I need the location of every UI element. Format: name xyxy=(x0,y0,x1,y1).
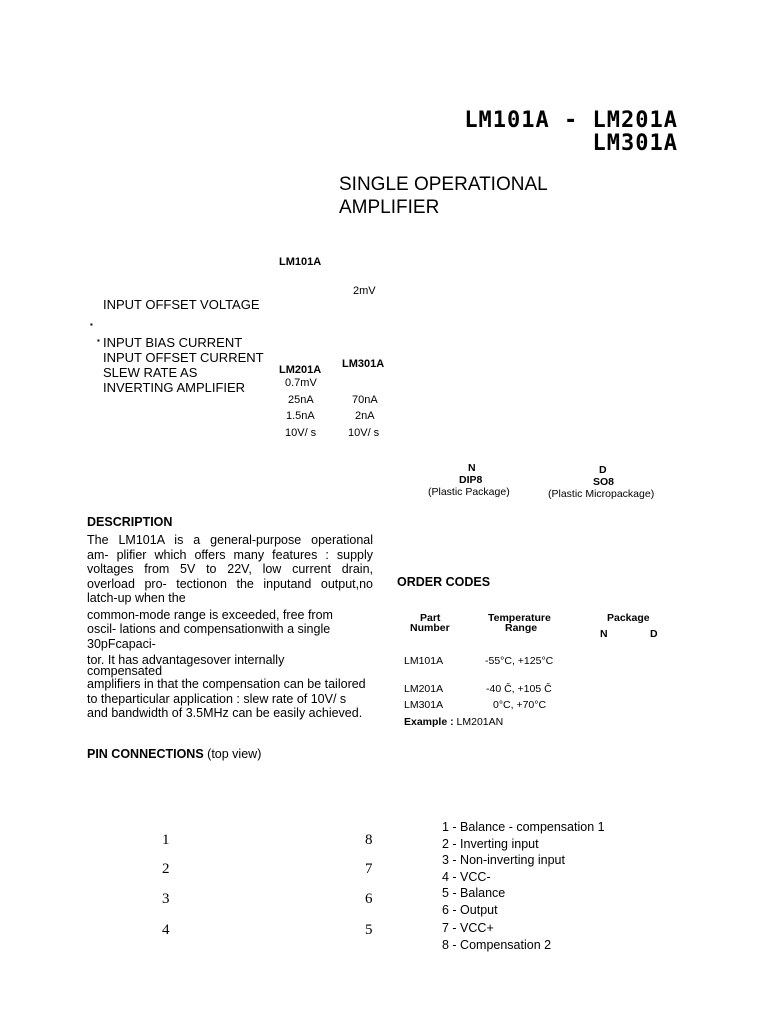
order-row-temp: -55°C, +125°C xyxy=(485,655,554,667)
order-row-temp: 0°C, +70°C xyxy=(493,699,547,711)
description-line: oscil- lations and compensationwith a single xyxy=(87,622,331,636)
lm201a-value: 0.7mV xyxy=(285,377,317,389)
col-temperature-2: Range xyxy=(505,622,538,634)
pin-number-right: 7 xyxy=(365,861,373,877)
package-d-code: D xyxy=(599,464,607,476)
pin-number-left: 1 xyxy=(162,832,170,848)
pin-list-item: 7 - VCC+ xyxy=(442,921,494,935)
bullet-icon: ▪ xyxy=(97,336,100,345)
pin-list-item: 1 - Balance - compensation 1 xyxy=(442,820,605,834)
lm301a-value: 2nA xyxy=(355,410,375,422)
description-text xyxy=(87,533,373,721)
col-temperature-1: Temperature xyxy=(488,612,551,624)
package-d-name: SO8 xyxy=(593,476,615,488)
feature-input-offset-current: INPUT OFFSET CURRENT xyxy=(103,350,264,365)
pin-list xyxy=(442,819,605,953)
pin-number-right: 5 xyxy=(365,922,373,938)
title-line-2: LM301A xyxy=(592,131,678,156)
col-package-n: N xyxy=(600,628,608,640)
description-line: amplifiers in that the compensation can be tailored xyxy=(87,677,366,691)
pin-list-item: 3 - Non-inverting input xyxy=(442,853,565,867)
lm301a-value: 10V/ s xyxy=(348,427,380,439)
subtitle-line-1: SINGLE OPERATIONAL xyxy=(339,174,548,195)
lm201a-value: 25nA xyxy=(288,394,314,406)
bullet-icon: ▪ xyxy=(90,320,93,329)
pin-number-left: 3 xyxy=(162,891,170,907)
feature-inverting-amplifier: INVERTING AMPLIFIER xyxy=(103,380,246,395)
pin-connections-title: PIN CONNECTIONS xyxy=(87,747,204,761)
description-line: The LM101A is a general-purpose operational xyxy=(87,533,373,547)
package-n-code: N xyxy=(468,462,476,474)
col-header-lm201a: LM201A xyxy=(279,364,322,376)
description-line: compensated xyxy=(87,664,163,678)
description-line: common-mode range is exceeded, free from xyxy=(87,607,333,622)
description-line: to theparticular application : slew rate of 10V/ s xyxy=(87,691,347,706)
description-line: voltages from 5V to 22V, low current drain, xyxy=(87,562,373,576)
lm101a-offset-voltage: 2mV xyxy=(353,285,376,297)
title-line-1: LM101A - LM201A xyxy=(464,108,678,133)
pin-list-item: 6 - Output xyxy=(442,902,498,917)
package-d-desc: (Plastic Micropackage) xyxy=(548,488,655,500)
feature-input-offset-voltage: INPUT OFFSET VOLTAGE xyxy=(103,297,260,312)
order-codes-heading: ORDER CODES xyxy=(397,575,491,589)
description-line: and bandwidth of 3.5MHz can be easily achieved. xyxy=(87,706,363,720)
pin-number-left: 4 xyxy=(162,922,170,938)
subtitle-line-2: AMPLIFIER xyxy=(339,197,440,218)
order-example-value: LM201AN xyxy=(456,716,504,728)
pin-number-right: 8 xyxy=(365,832,373,848)
pin-list-item: 2 - Inverting input xyxy=(442,836,539,851)
order-row-temp: -40 Č, +105 Č xyxy=(486,683,552,695)
feature-input-bias-current: INPUT BIAS CURRENT xyxy=(103,335,243,350)
description-line: 30pFcapaci- xyxy=(87,636,156,651)
lm301a-value: 70nA xyxy=(352,394,378,406)
col-header-lm301a: LM301A xyxy=(342,358,385,370)
col-part-number-1: Part xyxy=(420,612,441,624)
order-example-label: Example : xyxy=(404,716,454,728)
pin-number-right: 6 xyxy=(365,891,373,907)
col-package: Package xyxy=(607,612,650,624)
description-line: latch-up when the xyxy=(87,591,186,605)
lm201a-value: 1.5nA xyxy=(286,410,315,422)
pin-list-item: 4 - VCC- xyxy=(442,869,491,884)
feature-slew-rate: SLEW RATE AS xyxy=(103,365,198,380)
pin-connections-heading xyxy=(87,747,261,761)
description-line: overload pro- tectionon the inputand output,no xyxy=(87,576,373,591)
col-package-d: D xyxy=(650,628,658,640)
order-row-part: LM301A xyxy=(404,699,444,711)
package-n-name: DIP8 xyxy=(459,474,483,486)
description-heading: DESCRIPTION xyxy=(87,515,173,529)
col-header-lm101a: LM101A xyxy=(279,256,322,268)
pin-list-item: 5 - Balance xyxy=(442,886,506,900)
order-row-part: LM101A xyxy=(404,655,444,667)
pin-number-left: 2 xyxy=(162,861,170,877)
order-row-part: LM201A xyxy=(404,683,444,695)
col-part-number-2: Number xyxy=(410,622,450,634)
description-line: tor. It has advantagesover internally xyxy=(87,653,285,667)
order-example xyxy=(404,716,503,728)
lm201a-value: 10V/ s xyxy=(285,427,317,439)
pin-connections-note: (top view) xyxy=(207,747,262,761)
package-n-desc: (Plastic Package) xyxy=(428,486,510,498)
description-line: am- plifier which offers many features : supply xyxy=(87,547,373,562)
pin-list-item: 8 - Compensation 2 xyxy=(442,937,552,952)
